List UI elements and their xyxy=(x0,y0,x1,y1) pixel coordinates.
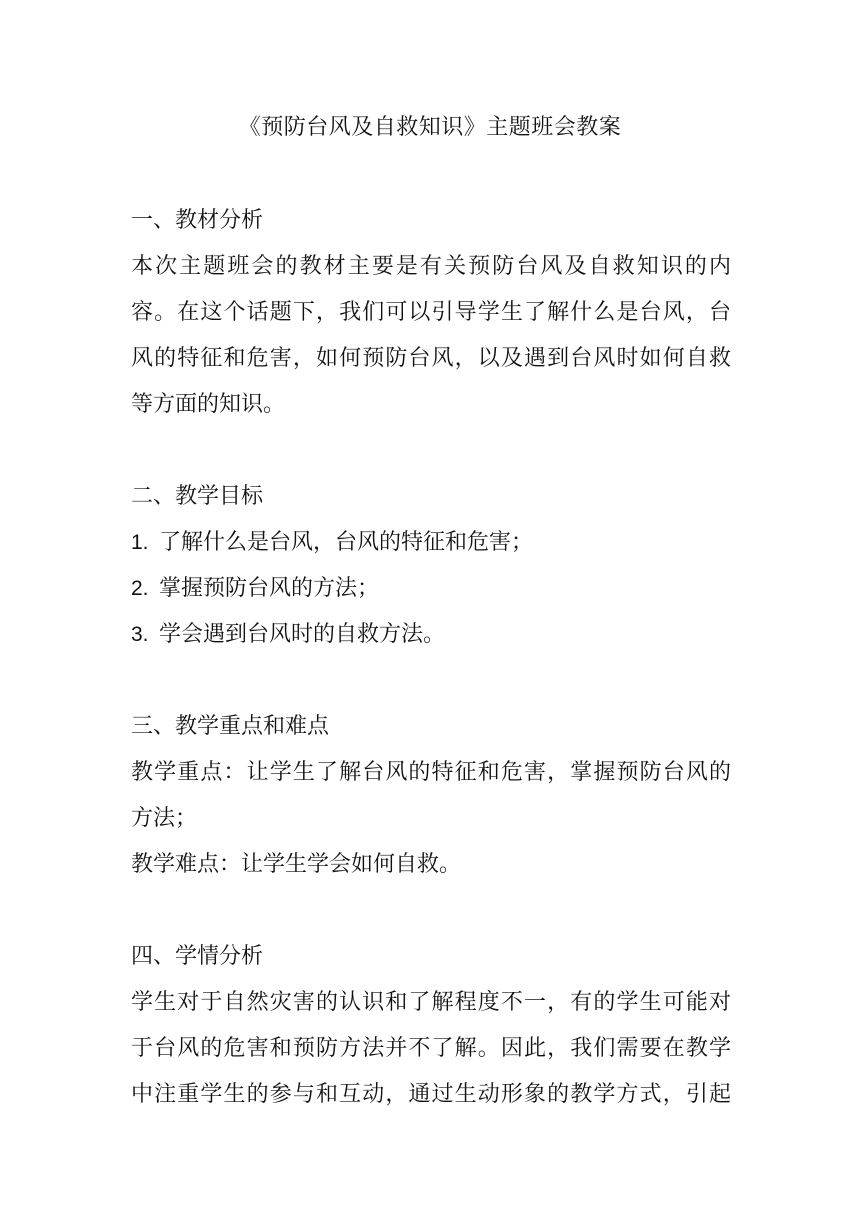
document-body xyxy=(131,198,731,1118)
paragraph-line: 等方面的知识。 xyxy=(131,392,286,417)
section-gap xyxy=(131,888,731,934)
list-number: 3. xyxy=(131,623,149,646)
paragraph-line: 中注重学生的参与和互动，通过生动形象的教学方式，引起 xyxy=(131,1082,731,1107)
paragraph-line: 于台风的危害和预防方法并不了解。因此，我们需要在教学 xyxy=(131,1036,731,1061)
document-title: 《预防台风及自救知识》主题班会教案 xyxy=(238,115,622,140)
section-gap xyxy=(131,658,731,704)
list-text: 掌握预防台风的方法； xyxy=(159,576,380,601)
paragraph-line: 方法； xyxy=(131,806,198,831)
list-number: 2. xyxy=(131,577,149,600)
paragraph-line: 本次主题班会的教材主要是有关预防台风及自救知识的内 xyxy=(131,254,731,279)
list-text: 了解什么是台风，台风的特征和危害； xyxy=(159,530,534,555)
paragraph-line: 教学难点：让学生学会如何自救。 xyxy=(131,852,462,877)
list-item xyxy=(131,566,731,612)
section-heading-key-points: 三、教学重点和难点 xyxy=(131,714,330,739)
list-item xyxy=(131,520,731,566)
list-item xyxy=(131,612,731,658)
section-heading-teaching-material: 一、教材分析 xyxy=(131,208,264,233)
list-number: 1. xyxy=(131,531,149,554)
paragraph-line: 学生对于自然灾害的认识和了解程度不一，有的学生可能对 xyxy=(131,990,731,1015)
list-text: 学会遇到台风时的自救方法。 xyxy=(159,622,446,647)
section-heading-teaching-goals: 二、教学目标 xyxy=(131,484,264,509)
paragraph-line: 风的特征和危害，如何预防台风，以及遇到台风时如何自救 xyxy=(131,346,731,371)
section-gap xyxy=(131,428,731,474)
paragraph-line: 容。在这个话题下，我们可以引导学生了解什么是台风，台 xyxy=(131,300,731,325)
section-heading-learner-analysis: 四、学情分析 xyxy=(131,944,264,969)
paragraph-line: 教学重点：让学生了解台风的特征和危害，掌握预防台风的 xyxy=(131,760,731,785)
